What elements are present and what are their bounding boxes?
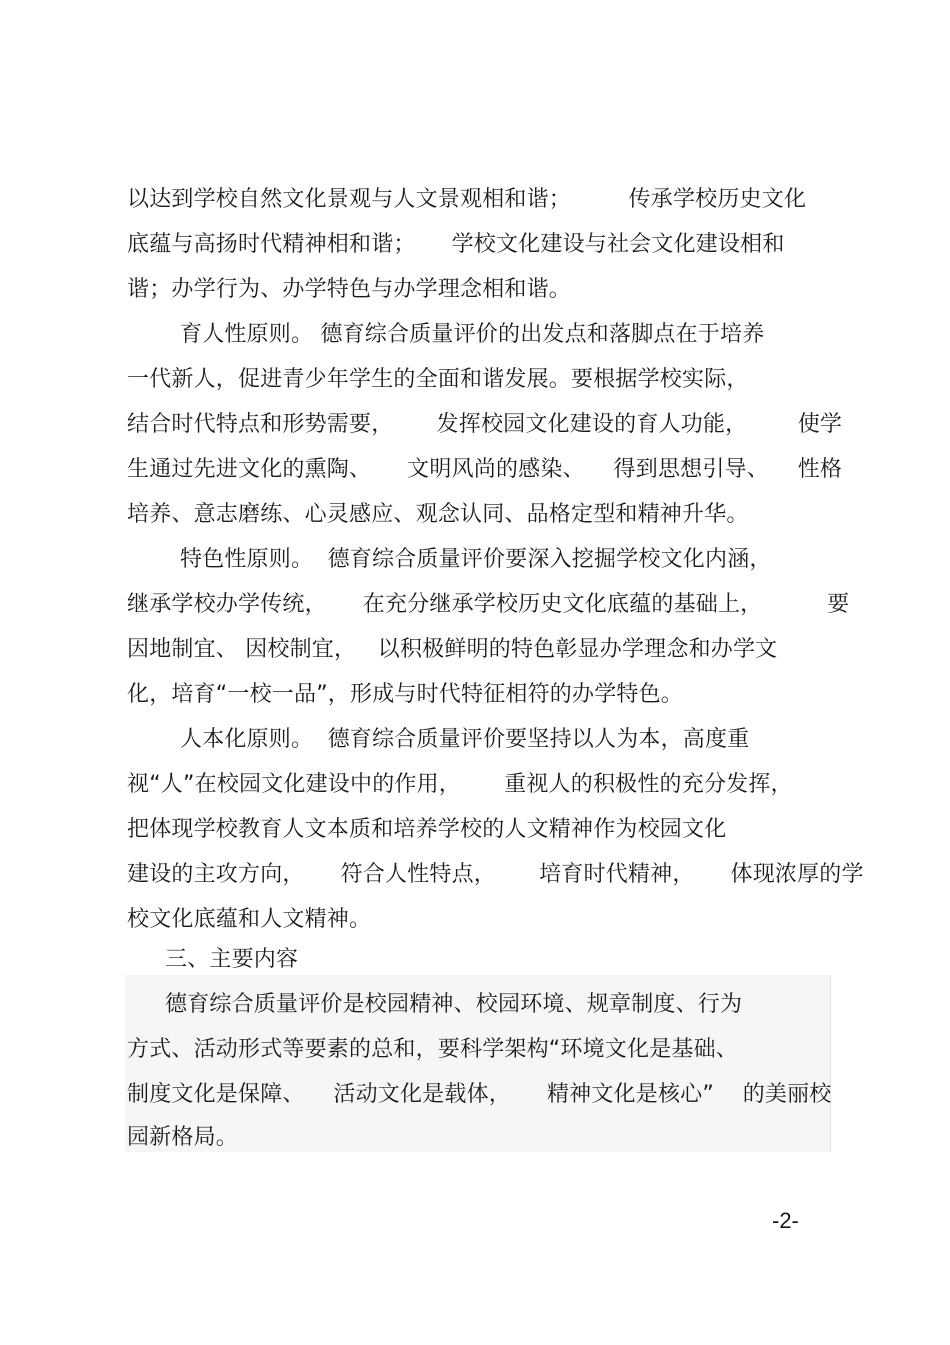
page-number: -2- [772,1208,799,1233]
text-line: 因地制宜、 因校制宜， 以积极鲜明的特色彰显办学理念和办学文 [127,637,778,662]
text-line: 建设的主攻方向， 符合人性特点， 培育时代精神， 体现浓厚的学 [127,862,864,887]
paragraph-start-line: 德育综合质量评价是校园精神、校园环境、规章制度、行为 [165,992,743,1017]
section-heading: 三、主要内容 [165,947,299,972]
text-line: 方式、活动形式等要素的总和，要科学架构“环境文化是基础、 [127,1037,738,1062]
text-line: 谐；办学行为、办学特色与办学理念相和谐。 [127,277,572,302]
text-line: 视“人”在校园文化建设中的作用， 重视人的积极性的充分发挥， [127,772,793,797]
text-line: 底蕴与高扬时代精神相和谐； 学校文化建设与社会文化建设相和 [127,232,785,257]
text-line: 生通过先进文化的熏陶、 文明风尚的感染、 得到思想引导、 性格 [127,457,843,482]
text-line: 继承学校办学传统， 在充分继承学校历史文化底蕴的基础上， 要 [127,592,850,617]
text-line: 一代新人，促进青少年学生的全面和谐发展。要根据学校实际， [127,367,749,392]
text-line: 校文化底蕴和人文精神。 [127,907,372,932]
text-line: 把体现学校教育人文本质和培养学校的人文精神作为校园文化 [127,817,727,842]
text-line: 以达到学校自然文化景观与人文景观相和谐； 传承学校历史文化 [127,187,807,212]
paragraph-start-line: 育人性原则。 德育综合质量评价的出发点和落脚点在于培养 [180,322,765,347]
paragraph-start-line: 人本化原则。 德育综合质量评价要坚持以人为本，高度重 [180,727,750,752]
text-line: 园新格局。 [127,1125,239,1150]
text-line: 制度文化是保障、 活动文化是载体， 精神文化是核心” 的美丽校 [127,1082,832,1107]
text-line: 培养、意志磨练、心灵感应、观念认同、品格定型和精神升华。 [127,502,749,527]
text-line: 结合时代特点和形势需要， 发挥校园文化建设的育人功能， 使学 [127,412,843,437]
paragraph-start-line: 特色性原则。 德育综合质量评价要深入挖掘学校文化内涵， [180,547,772,572]
text-line: 化，培育“一校一品”，形成与时代特征相符的办学特色。 [127,682,683,707]
